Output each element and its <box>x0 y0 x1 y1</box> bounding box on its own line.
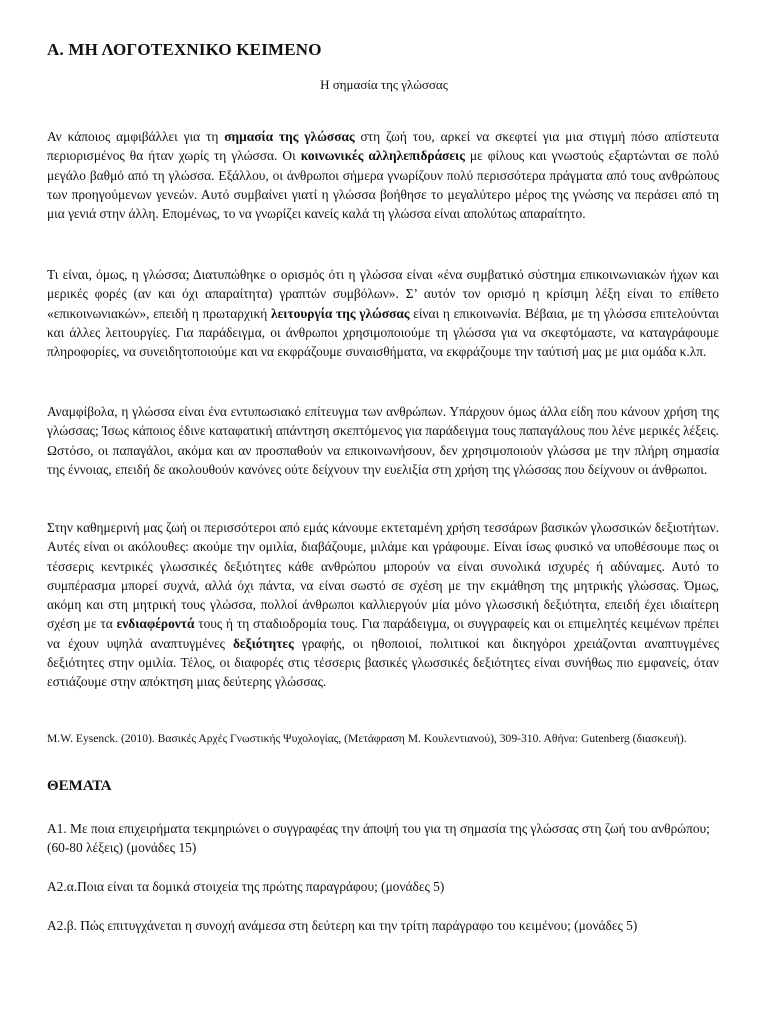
paragraph-2-text-b: είναι η επικοινωνία. Βέβαια, με τη γλώσσα επιτελούνται και άλλες λειτουργίες. Για παράδειγμα, οι άνθρωποι χρησιμοποιούμε τη γλώσσα για να σκεφτόμαστε, να καταγράφουμε πληροφορίες, να συνειδητοποιούμε και να εκφράζουμε συναισθήματα, να εκφράζουμε την ταύτισή μας με μια ομάδα κ.λπ. <box>47 305 720 360</box>
citation: M.W. Eysenck. (2010). Βασικές Αρχές Γνωστικής Ψυχολογίας, (Μετάφραση Μ. Κουλεντιανού), 309-310. Αθήνα: Gutenberg (διασκευή). <box>47 732 687 745</box>
section-heading: Α. ΜΗ ΛΟΓΟΤΕΧΝΙΚΟ ΚΕΙΜΕΝΟ <box>47 40 322 59</box>
text-title: Η σημασία της γλώσσας <box>320 77 448 92</box>
paragraph-2-text-a: Τι είναι, όμως, η γλώσσα; Διατυπώθηκε ο ορισμός ότι η γλώσσα είναι «ένα συμβατικό σύστημα επικοινωνιακών ήχων και μερικές φορές (αν και όχι απαραίτητα) γραπτών συμβόλων». Σ’ αυτόν τον ορισμό η κρίσιμη λέξη είναι το επίθετο «επικοινωνιακών», επειδή η πρωταρχική <box>47 267 719 321</box>
paragraph-1-text-c: με φίλους και γνωστούς εξαρτώνται σε πολύ μεγάλο βαθμό από τη γλώσσα. Εξάλλου, οι άνθρωποι σήμερα γνωρίζουν πολύ περισσότερα πράγματα από τους ανθρώπους των προηγούμενων γενεών. Αυτό συμβαίνει γιατί η γλώσσα βοήθησε το μεγαλύτερο μέρος της γνώσης να περάσει από τη μια γενιά στην άλλη. Επομένως, το να γνωρίζει κανείς καλά τη γλώσσα είναι απολύτως απαραίτητο. <box>47 148 720 222</box>
paragraph-2 <box>47 265 719 361</box>
paragraph-4-text-c: γραφής, οι ηθοποιοί, πολιτικοί και δικηγόροι χρειάζονται αναπτυγμένες δεξιότητες στην ομιλία. Τέλος, οι διαφορές στις τέσσερις βασικές γλωσσικές δεξιότητες είναι συνήθως πιο εμφανείς, όταν εστιάζουμε στην απόκτηση μιας δεύτερης γλώσσας. <box>47 635 719 690</box>
paragraph-3 <box>47 402 719 479</box>
paragraph-3-text: Αναμφίβολα, η γλώσσα είναι ένα εντυπωσιακό επίτευγμα των ανθρώπων. Υπάρχουν όμως άλλα είδη που κάνουν χρήση της γλώσσας; Ίσως κάποιος έδινε καταφατική απάντηση σκεπτόμενος για παράδειγμα τους παπαγάλους που λένε μερικές λέξεις. Ωστόσο, οι παπαγάλοι, ακόμα και αν προσπαθούν να επικοινωνήσουν, δεν χρησιμοποιούν γλώσσα με την πλήρη σημασία της έννοιας, επειδή δε ακολουθούν κανόνες ούτε δείχνουν την ευελιξία στη χρήση της γλώσσας που δείχνουν οι άνθρωποι. <box>47 404 719 477</box>
paragraph-1-text-a: Αν κάποιος αμφιβάλλει για τη <box>47 129 225 144</box>
paragraph-1-bold-b: κοινωνικές αλληλεπιδράσεις <box>300 148 465 164</box>
paragraph-2-bold-a: λειτουργία της γλώσσας <box>271 305 410 321</box>
paragraph-4-bold-a: ενδιαφέροντά <box>116 616 195 632</box>
question-a1: Α1. Με ποια επιχειρήματα τεκμηριώνει ο συγγραφέας την άποψή του για τη σημασία της γλώσσας στη ζωή του ανθρώπου; (60-80 λέξεις) (μονάδες 15) <box>47 821 710 856</box>
paragraph-1-bold-a: σημασία της γλώσσας <box>224 129 355 144</box>
paragraph-4 <box>47 518 719 692</box>
paragraph-1 <box>47 127 719 223</box>
themes-heading: ΘΕΜΑΤΑ <box>47 778 112 794</box>
question-a2a: Α2.α.Ποια είναι τα δομικά στοιχεία της πρώτης παραγράφου; (μονάδες 5) <box>47 879 445 894</box>
paragraph-4-text-a: Στην καθημερινή μας ζωή οι περισσότεροι από εμάς κάνουμε εκτεταμένη χρήση τεσσάρων βασικών γλωσσικών δεξιοτήτων. Αυτές είναι οι ακόλουθες: ακούμε την ομιλία, διαβάζουμε, μιλάμε και γράφουμε. Είναι ίσως φυσικό να υποθέσουμε πως οι τέσσερις κεντρικές γλωσσικές δεξιότητες κάθε ανθρώπου μπορούν να είναι συνολικά ισχυρές ή αδύναμες. Αυτό το συμπέρασμα μπορεί συχνά, αλλά όχι πάντα, να είναι σωστό σε σχέση με την εκμάθηση της μητρικής γλώσσας. Όμως, ακόμη και στη μητρική τους γλώσσα, πολλοί άνθρωποι καλλιεργούν μία μόνο γλωσσική δεξιότητα, επειδή έχει ιδιαίτερη σχέση με τα <box>47 520 719 632</box>
paragraph-4-text-b: τους ή τη σταδιοδρομία τους. Για παράδειγμα, οι συγγραφείς και οι επιμελητές κειμένων πρέπει να έχουν υψηλά αναπτυγμένες <box>47 616 720 651</box>
paragraph-1-text-b: στη ζωή του, αρκεί να σκεφτεί για μια στιγμή πόσο απίστευτα περιορισμένος θα ήταν χωρίς τη γλώσσα. Οι <box>47 129 719 164</box>
question-a2b: Α2.β. Πώς επιτυγχάνεται η συνοχή ανάμεσα στη δεύτερη και την τρίτη παράγραφο του κειμένου; (μονάδες 5) <box>47 918 638 933</box>
paragraph-4-bold-b: δεξιότητες <box>232 635 294 651</box>
